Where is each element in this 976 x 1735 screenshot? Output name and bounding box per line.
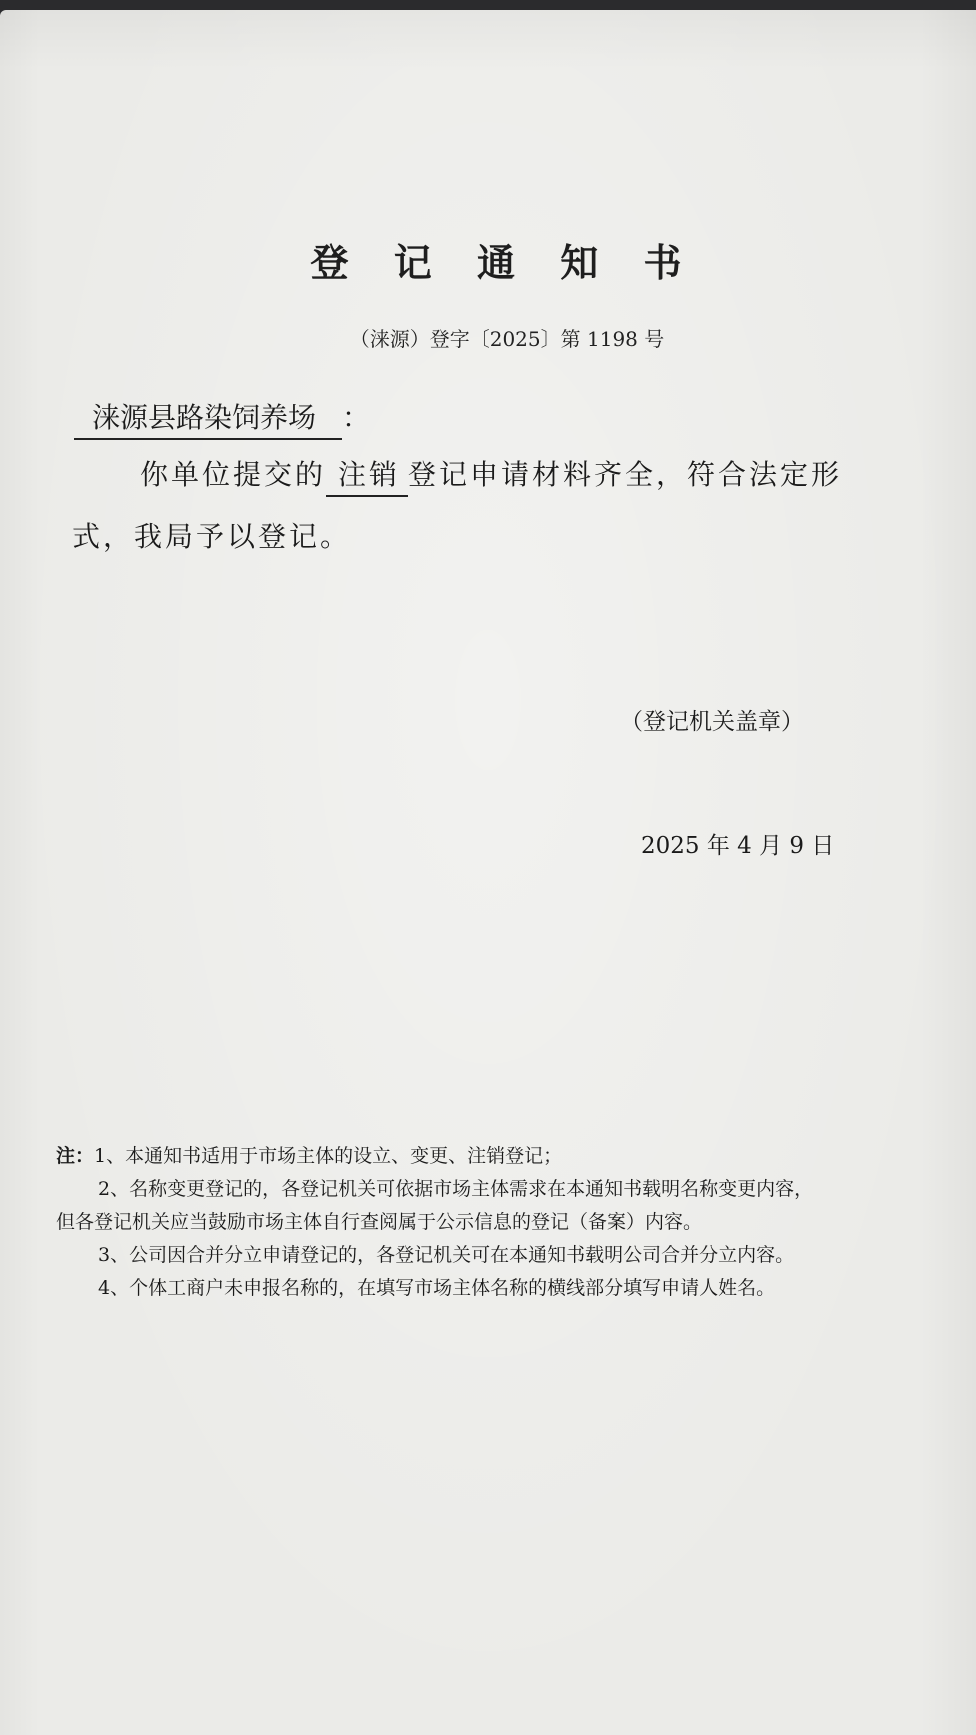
note-item: 3、公司因合并分立申请登记的，各登记机关可在本通知书载明公司合并分立内容。 bbox=[98, 1244, 795, 1266]
body-line-2: 式，我局予以登记。 bbox=[72, 520, 352, 553]
seal-note: （登记机关盖章） bbox=[620, 709, 804, 735]
note-item bbox=[56, 1140, 936, 1173]
note-item: 但各登记机关应当鼓励市场主体自行查阅属于公示信息的登记（备案）内容。 bbox=[56, 1211, 703, 1233]
recipient-colon: ： bbox=[342, 401, 371, 434]
registration-type: 注销 bbox=[326, 453, 408, 497]
document-number: （涞源）登字〔2025〕第 1198 号 bbox=[349, 327, 665, 351]
body-line-1 bbox=[140, 453, 842, 497]
recipient-name: 涞源县路染饲养场 bbox=[74, 396, 342, 440]
issue-date: 2025 年 4 月 9 日 bbox=[641, 833, 835, 859]
note-item: 2、名称变更登记的，各登记机关可依据市场主体需求在本通知书载明名称变更内容， bbox=[98, 1178, 814, 1200]
body-prefix: 你单位提交的 bbox=[140, 458, 327, 491]
recipient-line bbox=[74, 396, 370, 440]
note-text: 1、本通知书适用于市场主体的设立、变更、注销登记； bbox=[94, 1145, 563, 1167]
document-page bbox=[0, 10, 976, 1735]
notes-section bbox=[56, 1140, 936, 1305]
body-suffix: 登记申请材料齐全，符合法定形 bbox=[408, 458, 843, 491]
notes-label: 注： bbox=[56, 1145, 95, 1167]
document-title: 登 记 通 知 书 bbox=[310, 241, 698, 285]
note-item: 4、个体工商户未申报名称的，在填写市场主体名称的横线部分填写申请人姓名。 bbox=[98, 1277, 776, 1299]
